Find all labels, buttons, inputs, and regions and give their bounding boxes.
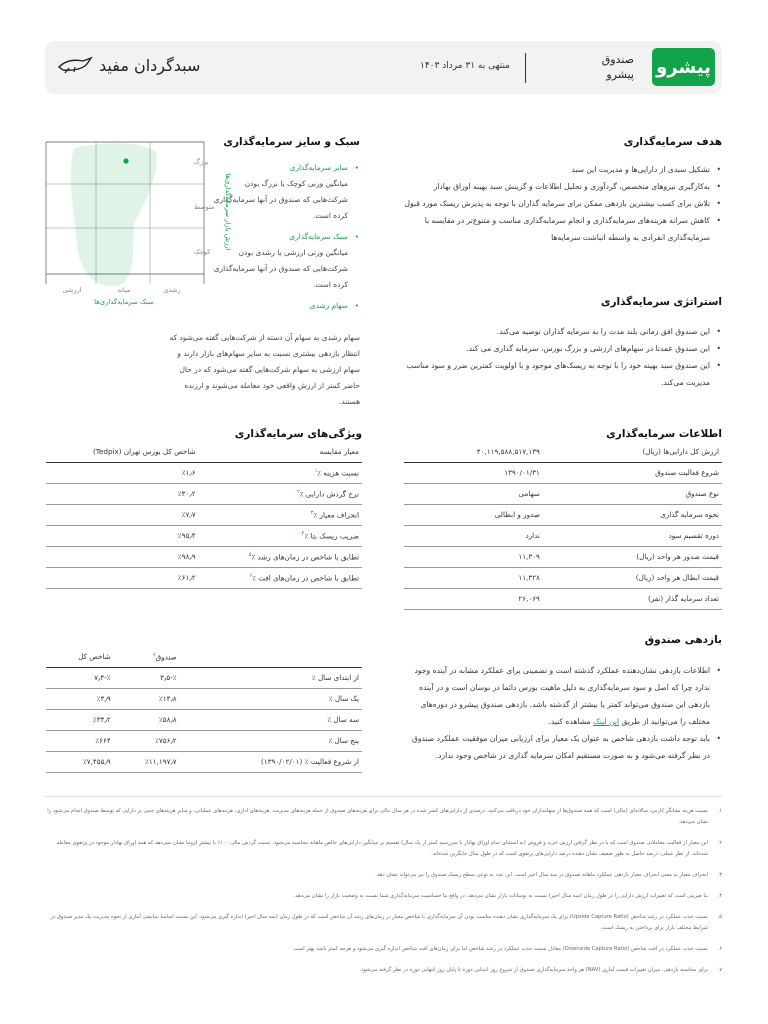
goal-list bbox=[404, 161, 722, 246]
row-label bbox=[199, 504, 362, 525]
row-value: ٪۷٫۷ bbox=[46, 504, 199, 525]
list-item: • کاهش سرانه هزینه‌های سرمایه‌گذاری و انجام سرمایه‌گذاری مناسب و متنوع‌تر در مقایسه با سرمایه‌گذاری انفرادی به واسطه انباشت سرمایه‌ها bbox=[404, 212, 710, 246]
table-row bbox=[404, 525, 722, 546]
row-label: از شروع فعالیت ٪ (۱۳۹۰/۰۲/۰۱) bbox=[180, 751, 362, 772]
returns-notes bbox=[404, 662, 722, 764]
table-row bbox=[46, 730, 362, 751]
footnote-ref: ۱ bbox=[314, 467, 318, 474]
footnote-number: ۴. bbox=[717, 893, 722, 899]
info-table bbox=[404, 441, 722, 610]
row-value: ٪۹۵٫۴ bbox=[46, 525, 199, 546]
row-label bbox=[199, 525, 362, 546]
row-label: قیمت ابطال هر واحد (ریال) bbox=[543, 567, 722, 588]
footnote-divider bbox=[45, 796, 722, 797]
table-header-row bbox=[46, 646, 362, 667]
table-row bbox=[46, 504, 362, 525]
row-label: یک سال ٪ bbox=[180, 688, 362, 709]
row-label bbox=[199, 546, 362, 567]
footnote bbox=[45, 870, 722, 881]
list-item: • این صندوق عمدتا در سهام‌های ارزشی و بزرگ بورس، سرمایه گذاری می کند. bbox=[404, 340, 710, 357]
x-axis-title: سبک سرمایه‌گذاری‌ها bbox=[94, 298, 154, 306]
column-header: معیار مقایسه bbox=[199, 441, 362, 462]
row-label: از ابتدای سال ٪ bbox=[180, 667, 362, 688]
style-description: میانگین وزنی ارزشی یا رشدی بودن شرکت‌هایی که صندوق در آنها سرمایه‌گذاری کرده است. bbox=[213, 248, 348, 289]
header-bar bbox=[45, 41, 722, 94]
fund-return: ٪۵۸٫۸ bbox=[114, 709, 180, 730]
features-title: ویژگی‌های سرمایه‌گذاری bbox=[234, 428, 362, 440]
fund-region bbox=[71, 143, 157, 286]
row-value: ٪۶۱٫۲ bbox=[46, 567, 199, 588]
footnote-number: ۲. bbox=[717, 840, 722, 846]
footnote bbox=[45, 912, 722, 934]
row-label: تعداد سرمایه گذار (نفر) bbox=[543, 588, 722, 609]
fund-name-line1: صندوق bbox=[601, 53, 634, 66]
table-row bbox=[404, 588, 722, 609]
style-term: • سبک سرمایه‌گذاری bbox=[289, 232, 348, 241]
column-header: شاخص کل bbox=[46, 646, 114, 667]
row-value: ۱۱,۳۲۸ bbox=[404, 567, 543, 588]
row-label-text: نسبت هزینه ٪ bbox=[317, 468, 359, 478]
row-value: ٪۱٫۶ bbox=[46, 462, 199, 483]
row-label: پنج سال ٪ bbox=[180, 730, 362, 751]
index-return: ٪۷,۴۵۵٫۹ bbox=[46, 751, 114, 772]
growth-description: سهام رشدی به سهام آن دسته از شرکت‌هایی گفته می‌شود که انتظار بازدهی بیشتری نسبت به سایر سهام‌های بازار دارند و سهام ارزشی به سهام شرکت‌هایی گفته می‌شود که در حال حاضر کمتر از ارزش واقعی خود معامله می‌شوند و ارزنده هستند. bbox=[169, 333, 360, 406]
footnote-text: برای محاسبه بازدهی، میزان تغییرات قیمت آماری (NAV) هر واحد سرمایه‌گذاری صندوق از شروع روز ابتدایی دوره تا پایان روز انتهایی دوره در نظر گرفته می‌شود. bbox=[359, 967, 708, 973]
row-label: سه سال ٪ bbox=[180, 709, 362, 730]
row-value: ندارد bbox=[404, 525, 543, 546]
row-label: دوره تقسیم سود bbox=[543, 525, 722, 546]
info-title: اطلاعات سرمایه‌گذاری bbox=[606, 428, 722, 440]
footnote-text: نسبت جذب عملکرد در افت شاخص (Downside Capture Ratio) معادل نسبت جذب عملکرد در رشد شاخص اما برای زمان‌های افت شاخص اندازه گیری می‌شود و هرچه کمتر باشد بهتر است. bbox=[292, 946, 708, 952]
fund-return: ٪۱۴٫۸ bbox=[114, 688, 180, 709]
table-row bbox=[46, 667, 362, 688]
row-label bbox=[199, 567, 362, 588]
fund-return: ٪-۳٫۵ bbox=[114, 667, 180, 688]
footnote-number: ۶. bbox=[717, 946, 722, 952]
footnote bbox=[45, 965, 722, 976]
footnote-text: بتا ضریبی است که تغییرات ارزش دارایی را در طول زمان (سه سال اخیر) نسبت به نوسانات بازار نشان می‌دهد. در واقع بتا حساسیت سرمایه‌گذاری شما نسبت به وضعیت بازار را نشان می‌دهد. bbox=[293, 893, 708, 899]
row-value: ۴۰,۱۱۹,۵۸۸,۵۱۷,۱۳۹ bbox=[404, 441, 543, 462]
report-period: منتهی به ۳۱ مرداد ۱۴۰۳ bbox=[419, 61, 510, 71]
y-tick-label: بزرگ bbox=[194, 158, 209, 166]
returns-title: بازدهی صندوق bbox=[644, 634, 722, 646]
row-label-text: انحراف معیار ٪ bbox=[313, 510, 359, 520]
table-row bbox=[46, 462, 362, 483]
x-tick-label: رشدی bbox=[163, 286, 181, 294]
footnote-number: ۵. bbox=[717, 914, 722, 920]
table-row bbox=[404, 504, 722, 525]
list-item bbox=[404, 662, 710, 730]
row-label: قیمت صدور هر واحد (ریال) bbox=[543, 546, 722, 567]
row-value: سهامی bbox=[404, 483, 543, 504]
fund-name-line2: پیشرو bbox=[606, 68, 634, 81]
table-row bbox=[404, 462, 722, 483]
row-label-text: تطابق با شاخص در زمان‌های افت ٪ bbox=[252, 573, 359, 583]
column-header: شاخص کل بورس تهران (Tedpix) bbox=[46, 441, 199, 462]
strategy-list bbox=[404, 323, 722, 391]
footnote-number: ۷. bbox=[717, 967, 722, 973]
row-value: ۲۶,۰۶۹ bbox=[404, 588, 543, 609]
company-name: سبدگردان مفید bbox=[99, 55, 201, 75]
footnote-text: نسبت جذب عملکرد در رشد شاخص (Upside Capture Ratio) برای یک سرمایه‌گذاری نشان دهنده مناسب بودن آن سرمایه‌گذاری با شاخص معیار در زمان‌های رشد آن شاخص است که در طول زمان (سه سال اخیر) اندازه گیری می‌شود. این نسبت اساسا نمایشی آماری از نحوه مدیریت یک مدیر صندوق در شرایط مختلف بازار برای پرداختن به ریسک است. bbox=[50, 914, 708, 931]
table-row bbox=[404, 546, 722, 567]
footnote-ref: ۳ bbox=[310, 509, 314, 516]
row-label: نوع صندوق bbox=[543, 483, 722, 504]
index-return: ٪۴٫۹ bbox=[46, 688, 114, 709]
size-description: میانگین وزنی کوچک یا بزرگ بودن شرکت‌هایی که صندوق در آنها سرمایه‌گذاری کرده است. bbox=[213, 179, 348, 220]
row-label: نحوه سرمایه گذاری bbox=[543, 504, 722, 525]
list-item: • این صندوق سبد بهینه خود را با توجه به ریسک‌های موجود و با اولویت کمترین ضرر و سود مناسب مدیریت می‌کند. bbox=[404, 357, 710, 391]
style-box-chart bbox=[44, 134, 244, 312]
row-value: ۱۳۹۰/۰۱/۳۱ bbox=[404, 462, 543, 483]
footnote-number: ۱. bbox=[717, 808, 722, 814]
footnote-text: این معیار از فعالیت معاملاتی صندوق است که با در نظر گرفتن ارزش خرید و فروش (به استثنای تمام اوراق بهادار با سررسید کمتر از یک سال) تقسیم بر میانگین دارایی‌های خالص ماهانه محاسبه می‌شود. نسبت گردش مالی ۱۰۰٪ یا بیشتر لزوما نشان نمی‌دهد که همه اوراق بهادار موجود در پرتفوی معامله شده‌اند. از نظر عملی، درصد حاصل به طور ضعیف نشان دهنده درصد دارایی‌های پرتفوی است که در طول سال جایگزین شده‌اند. bbox=[56, 840, 708, 857]
header-divider bbox=[525, 53, 526, 83]
footnote-ref: ۵ bbox=[248, 551, 252, 558]
table-row bbox=[46, 751, 362, 772]
table-row bbox=[404, 441, 722, 462]
footnote bbox=[45, 891, 722, 902]
footnote bbox=[45, 806, 722, 828]
table-row bbox=[404, 567, 722, 588]
fund-position-dot bbox=[123, 158, 128, 163]
footnotes bbox=[45, 806, 722, 986]
fund-name bbox=[602, 52, 634, 82]
row-label bbox=[199, 462, 362, 483]
y-axis-title: ارزش بازار سرمایه‌گذاری‌ها bbox=[224, 173, 232, 251]
strategy-title: استراتژی سرمایه‌گذاری bbox=[600, 296, 722, 308]
row-value: ٪۹۸٫۹ bbox=[46, 546, 199, 567]
table-row bbox=[46, 525, 362, 546]
footnote-text: نسبت هزینه نشانگر کارمزد سالانه‌ای (مالی) است که همه صندوق‌ها از سهامداران خود دریافت می‌کنند. درصدی از دارایی‌های کسر شده در هر سال مالی برای هزینه‌های صندوق از جمله هزینه‌های مدیریت، هزینه‌های اداری، هزینه‌های عملیاتی، و سایر هزینه‌های جنبی بر دارایی که توسط صندوق انجام می‌شود را نشان می‌دهد. bbox=[47, 808, 708, 825]
footnote-ref: ۶ bbox=[249, 572, 253, 579]
y-tick-label: کوچک bbox=[194, 248, 211, 256]
footnote-number: ۳. bbox=[717, 872, 722, 878]
returns-link[interactable]: این لینک bbox=[592, 717, 620, 726]
list-item: • تلاش برای کسب بیشترین بازدهی ممکن برای سرمایه گذاران با توجه به پذیرش ریسک مورد قبول bbox=[404, 195, 710, 212]
footnote-text: انحراف معیار به معنی انحراف معیار بازدهی عملکرد ماهانه صندوق در سه سال اخیر است. این عدد به نوعی سطح ریسک صندوق را نیز می‌تواند نشان دهد. bbox=[375, 872, 708, 878]
footnote bbox=[45, 944, 722, 955]
row-label-text: تطابق با شاخص در زمان‌های رشد ٪ bbox=[251, 552, 359, 562]
features-table bbox=[46, 441, 362, 589]
size-term: • سایز سرمایه‌گذاری bbox=[289, 163, 348, 172]
list-item: • باید توجه داشت بازدهی شاخص به عنوان یک معیار برای ارزیابی میزان موفقیت عملکرد صندوق در نظر گرفته می‌شود و به صورت مستقیم امکان سرمایه گذاری در شاخص وجود ندارد. bbox=[404, 730, 710, 764]
column-header bbox=[180, 646, 362, 667]
row-value: صدور و ابطالی bbox=[404, 504, 543, 525]
returns-note-text: اطلاعات بازدهی نشان‌دهنده عملکرد گذشته است و تضمینی برای عملکرد مشابه در آینده وجود ندارد چرا که اصل و سود سرمایه‌گذاری به دلیل ماهیت بورس دائما در نوسان است و در آینده بازدهی این صندوق می‌تواند کمتر یا بیشتر از گذشته باشد. بازدهی صندوق پیشرو در دوره‌های مختلف را می‌توانید از طریق bbox=[414, 666, 710, 726]
list-item: • تشکیل سبدی از دارایی‌ها و مدیریت این سبد bbox=[404, 161, 710, 178]
table-row bbox=[46, 567, 362, 588]
index-return: ٪۳۴٫۲ bbox=[46, 709, 114, 730]
footnote bbox=[45, 838, 722, 860]
index-return: ٪-۷٫۴ bbox=[46, 667, 114, 688]
row-label-text: ضریب ریسک بتا ٪ bbox=[304, 531, 359, 541]
goal-title: هدف سرمایه‌گذاری bbox=[623, 136, 722, 148]
row-label: ارزش کل دارایی‌ها (ریال) bbox=[543, 441, 722, 462]
table-header-row bbox=[46, 441, 362, 462]
company-brand bbox=[57, 55, 200, 75]
list-item: • به‌کارگیری نیروهای متخصص، گردآوری و تحلیل اطلاعات و گزینش سبد بهینه اوراق بهادار bbox=[404, 178, 710, 195]
fund-logo: پیشرو bbox=[652, 48, 715, 86]
style-title: سبک و سایز سرمایه‌گذاری bbox=[223, 136, 360, 148]
fund-return: ٪۱۱,۱۹۷٫۷ bbox=[114, 751, 180, 772]
column-header bbox=[114, 646, 180, 667]
index-return: ٪۶۶۴ bbox=[46, 730, 114, 751]
footnote-ref: ۷ bbox=[152, 651, 156, 658]
table-row bbox=[404, 483, 722, 504]
table-row bbox=[46, 709, 362, 730]
returns-note-end: مشاهده کنید. bbox=[548, 717, 591, 726]
table-row bbox=[46, 546, 362, 567]
row-label-text: نرخ گردش دارایی ٪ bbox=[299, 489, 359, 499]
list-item: • این صندوق افق زمانی بلند مدت را به سرمایه گذاران توصیه می‌کند. bbox=[404, 323, 710, 340]
row-value: ۱۱,۳۰۹ bbox=[404, 546, 543, 567]
footnote-ref: ۲ bbox=[296, 488, 300, 495]
y-tick-label: متوسط bbox=[194, 203, 215, 211]
row-value: ٪۳۰٫۲ bbox=[46, 483, 199, 504]
x-tick-label: ارزشی bbox=[62, 286, 82, 294]
x-tick-label: میانه bbox=[117, 286, 131, 294]
row-label: شروع فعالیت صندوق bbox=[543, 462, 722, 483]
returns-table bbox=[46, 646, 362, 773]
table-row bbox=[46, 483, 362, 504]
fund-return: ٪۷۵۶٫۲ bbox=[114, 730, 180, 751]
footnote-ref: ۴ bbox=[301, 530, 305, 537]
growth-term: • سهام رشدی bbox=[309, 301, 348, 310]
row-label bbox=[199, 483, 362, 504]
bird-logo-icon bbox=[57, 55, 93, 75]
fund-col-label: صندوق bbox=[155, 651, 177, 661]
table-row bbox=[46, 688, 362, 709]
